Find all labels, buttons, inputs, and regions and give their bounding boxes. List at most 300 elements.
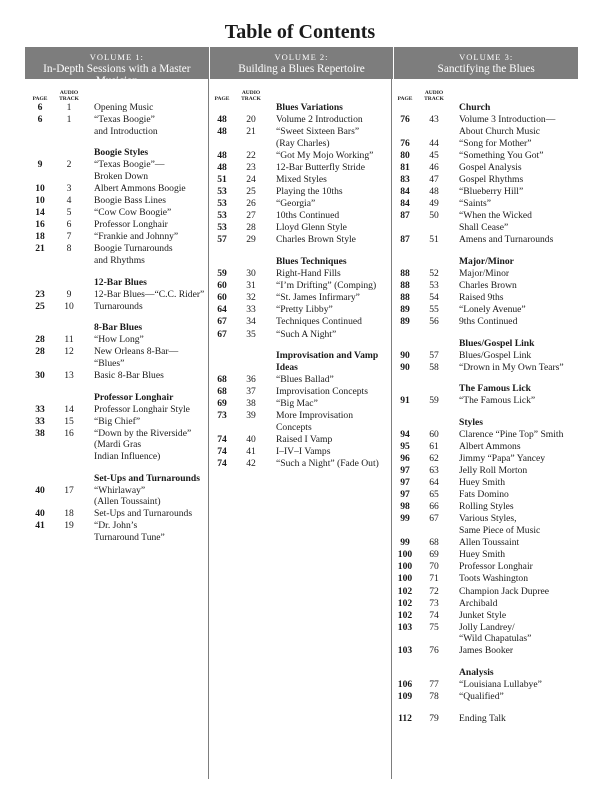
track-number: 58 — [429, 361, 439, 373]
entry-title: Turnarounds — [94, 300, 143, 312]
toc-entry — [393, 713, 578, 725]
toc-entry — [28, 289, 206, 301]
page-number: 38 — [35, 427, 45, 439]
toc-entry — [393, 691, 578, 703]
toc-entry — [393, 362, 578, 374]
page-number: 68 — [217, 386, 227, 398]
track-label: TRACK — [59, 96, 79, 102]
page-number: 96 — [400, 452, 410, 464]
page-number: 53 — [217, 222, 227, 234]
toc-entry — [393, 679, 578, 691]
toc-entry — [28, 485, 206, 508]
toc-entry — [210, 280, 390, 292]
entry-title: “Big Mac” — [276, 398, 318, 410]
track-number: 67 — [429, 513, 439, 525]
page-number: 100 — [397, 573, 413, 585]
track-number: 73 — [429, 597, 439, 609]
page-number: 10 — [35, 182, 45, 194]
track-number: 41 — [246, 446, 256, 458]
volume-3-name: Sanctifying the Blues — [437, 63, 535, 75]
page-number: 64 — [217, 304, 227, 316]
entry-title: “Got My Mojo Working” — [276, 149, 374, 161]
entry-title: “Down by the Riverside” — [94, 427, 192, 439]
track-number: 28 — [246, 222, 256, 234]
toc-entry — [393, 453, 578, 465]
section-heading: Blues Techniques — [276, 256, 347, 268]
section-heading: Boogie Styles — [94, 147, 149, 159]
page-number: 81 — [400, 161, 410, 173]
toc-entry — [393, 465, 578, 477]
track-number: 15 — [64, 415, 74, 427]
toc-entry — [210, 398, 390, 410]
volume-1-column — [28, 82, 206, 554]
entry-title: Jelly Roll Morton — [459, 465, 528, 477]
column-header — [393, 82, 578, 102]
entry-title: and Rhythms — [94, 255, 145, 267]
entry-title: Ending Talk — [459, 712, 506, 724]
toc-entry — [393, 561, 578, 573]
column-header — [210, 82, 390, 102]
track-number: 8 — [66, 243, 72, 255]
toc-entry — [393, 513, 578, 536]
track-number: 74 — [429, 609, 439, 621]
toc-entry — [28, 102, 206, 114]
page-number: 74 — [217, 458, 227, 470]
volume-2-number: VOLUME 2: — [274, 52, 329, 62]
toc-section — [393, 383, 578, 407]
toc-entry — [28, 231, 206, 243]
entry-title: “Blueberry Hill” — [459, 186, 524, 198]
page-number: 90 — [400, 361, 410, 373]
column-header — [28, 82, 206, 102]
page-number: 102 — [397, 597, 413, 609]
toc-entry — [28, 207, 206, 219]
page-number: 76 — [400, 114, 410, 125]
entry-title: “Pretty Libby” — [276, 304, 333, 316]
toc-entry — [393, 186, 578, 198]
entry-title: Junket Style — [459, 609, 507, 621]
entry-title: “Such A Night” — [276, 328, 337, 340]
toc-section — [393, 102, 578, 246]
entry-title: (Allen Toussaint) — [94, 496, 161, 508]
page-number: 74 — [217, 446, 227, 458]
entry-title: “The Famous Lick” — [459, 395, 536, 407]
page-number: 18 — [35, 231, 45, 243]
page-number: 100 — [397, 561, 413, 573]
page-number: 33 — [35, 415, 45, 427]
page-number: 98 — [400, 501, 410, 513]
entry-title: “Big Chief” — [94, 415, 141, 427]
track-number: 46 — [429, 161, 439, 173]
entry-title: “Lonely Avenue” — [459, 303, 526, 315]
page-column-label: PAGE — [397, 96, 413, 102]
track-number: 10 — [64, 300, 74, 312]
toc-entry — [393, 549, 578, 561]
entry-title: Volume 2 Introduction — [276, 114, 363, 125]
audio-label: AUDIO — [424, 90, 444, 96]
toc-entry — [210, 174, 390, 186]
track-number: 2 — [66, 159, 72, 171]
volume-3-number: VOLUME 3: — [459, 52, 514, 62]
toc-entry — [28, 334, 206, 346]
toc-entry — [393, 138, 578, 150]
toc-entry — [210, 234, 390, 246]
entry-title: Playing the 10ths — [276, 186, 343, 198]
page-number: 95 — [400, 440, 410, 452]
section-heading: 12-Bar Blues — [94, 276, 147, 288]
entry-title: Improvisation Concepts — [276, 386, 368, 398]
track-number: 19 — [64, 520, 74, 532]
toc-entry — [393, 501, 578, 513]
track-number: 68 — [429, 537, 439, 549]
toc-entry — [210, 126, 390, 149]
entry-title: Albert Ammons Boogie — [94, 182, 186, 194]
volume-2-name: Building a Blues Repertoire — [238, 63, 365, 75]
volume-2-header — [209, 47, 395, 79]
page-number: 59 — [217, 268, 227, 280]
toc-section — [28, 102, 206, 137]
toc-section — [393, 667, 578, 703]
page-number: 28 — [35, 334, 45, 346]
track-number: 63 — [429, 465, 439, 477]
entry-title: Lloyd Glenn Style — [276, 222, 347, 234]
track-number: 55 — [429, 303, 439, 315]
toc-section — [210, 256, 390, 340]
toc-entry — [210, 446, 390, 458]
toc-entry — [393, 477, 578, 489]
entry-title: Allen Toussaint — [459, 537, 520, 549]
page-number: 94 — [400, 428, 410, 440]
toc-entry — [393, 198, 578, 210]
toc-entry — [393, 304, 578, 316]
track-number: 76 — [429, 645, 439, 657]
page-number: 16 — [35, 219, 45, 231]
track-number: 79 — [429, 712, 439, 724]
section-heading: Blues Variations — [276, 102, 343, 113]
entry-title: New Orleans 8-Bar— — [94, 346, 179, 358]
page-number: 33 — [35, 403, 45, 415]
entry-title: Champion Jack Dupree — [459, 585, 550, 597]
toc-entry — [393, 234, 578, 246]
toc-entry — [210, 210, 390, 222]
toc-section — [28, 473, 206, 544]
volume-header-bar — [25, 47, 578, 87]
page-number: 74 — [217, 434, 227, 446]
entry-title: Techniques Continued — [276, 316, 362, 328]
page-number: 10 — [35, 195, 45, 207]
entry-title: “Whirlaway” — [94, 484, 146, 496]
volume-1-header — [25, 47, 209, 87]
entry-title: 9ths Continued — [459, 315, 518, 327]
toc-entry — [210, 292, 390, 304]
toc-entry — [393, 395, 578, 407]
toc-entry — [393, 645, 578, 657]
track-number: 33 — [246, 304, 256, 316]
page-number: 67 — [217, 328, 227, 340]
page-number: 88 — [400, 267, 410, 279]
entry-title: 12-Bar Blues—“C.C. Rider” — [94, 288, 205, 300]
toc-entry — [28, 243, 206, 266]
entry-title: Professor Longhair Style — [94, 403, 190, 415]
entry-title: Jimmy “Papa” Yancey — [459, 452, 546, 464]
track-number: 9 — [66, 288, 72, 300]
track-number: 37 — [246, 386, 256, 398]
page-number: 28 — [35, 346, 45, 358]
toc-entry — [210, 268, 390, 280]
toc-entry — [28, 114, 206, 137]
entry-title: “When the Wicked — [459, 210, 532, 222]
page-number: 6 — [37, 114, 43, 126]
track-number: 52 — [429, 267, 439, 279]
track-number: 50 — [429, 210, 439, 222]
volume-1-name: In-Depth Sessions with a Master Musician — [43, 63, 191, 87]
entry-title: Archibald — [459, 597, 498, 609]
track-number: 29 — [246, 234, 256, 246]
entry-title: Broken Down — [94, 170, 149, 182]
page-number: 60 — [217, 292, 227, 304]
page-number: 67 — [217, 316, 227, 328]
toc-entry — [210, 198, 390, 210]
page-number: 100 — [397, 549, 413, 561]
track-number: 62 — [429, 452, 439, 464]
page-number: 99 — [400, 537, 410, 549]
toc-entry — [28, 219, 206, 231]
toc-entry — [210, 458, 390, 470]
track-number: 54 — [429, 291, 439, 303]
page-number: 48 — [217, 126, 227, 138]
toc-entry — [393, 489, 578, 501]
track-number: 59 — [429, 395, 439, 407]
toc-entry — [393, 598, 578, 610]
page-column-label: PAGE — [32, 96, 48, 102]
toc-section — [28, 322, 206, 381]
page-number: 109 — [397, 691, 413, 703]
entry-title: Huey Smith — [459, 549, 506, 561]
track-number: 26 — [246, 198, 256, 210]
page-number: 25 — [35, 300, 45, 312]
toc-entry — [393, 441, 578, 453]
entry-title: and Introduction — [94, 125, 158, 137]
track-number: 39 — [246, 410, 256, 422]
track-number: 3 — [66, 182, 72, 194]
toc-entry — [393, 537, 578, 549]
page-number: 87 — [400, 233, 410, 245]
page-title: Table of Contents — [224, 21, 376, 43]
entry-title: Shall Cease” — [459, 221, 509, 233]
page-number: 97 — [400, 477, 410, 489]
track-number: 1 — [66, 102, 72, 113]
toc-entry — [393, 350, 578, 362]
track-number: 35 — [246, 328, 256, 340]
page-number: 91 — [400, 395, 410, 407]
toc-entry — [210, 186, 390, 198]
page-number: 89 — [400, 315, 410, 327]
track-number: 24 — [246, 173, 256, 185]
page-number: 97 — [400, 489, 410, 501]
toc-entry — [393, 316, 578, 328]
page-number: 112 — [398, 712, 412, 724]
entry-title: “Texas Boogie” — [94, 114, 155, 126]
toc-entry — [28, 370, 206, 382]
toc-entry — [210, 114, 390, 126]
page-number: 84 — [400, 186, 410, 198]
page-number: 103 — [397, 621, 413, 633]
track-number: 64 — [429, 477, 439, 489]
audio-label: AUDIO — [241, 90, 261, 96]
entry-title: “St. James Infirmary” — [276, 292, 360, 304]
entry-title: Charles Brown — [459, 279, 517, 291]
audio-track-column-label — [238, 90, 264, 102]
entry-title: Charles Brown Style — [276, 234, 356, 246]
track-number: 7 — [66, 231, 72, 243]
section-heading: 8-Bar Blues — [94, 322, 143, 334]
page-number: 48 — [217, 114, 227, 125]
track-number: 72 — [429, 585, 439, 597]
track-number: 61 — [429, 440, 439, 452]
toc-entry — [28, 416, 206, 428]
entry-title: “Song for Mother” — [459, 137, 532, 149]
track-number: 57 — [429, 349, 439, 361]
toc-entry — [28, 301, 206, 313]
entry-title: Turnaround Tune” — [94, 532, 165, 544]
audio-track-column-label — [56, 90, 82, 102]
toc-section — [393, 256, 578, 328]
page-number: 6 — [37, 102, 43, 113]
page-number: 23 — [35, 288, 45, 300]
track-number: 38 — [246, 398, 256, 410]
page-number: 69 — [217, 398, 227, 410]
section-heading: Analysis — [459, 667, 494, 679]
track-number: 14 — [64, 403, 74, 415]
entry-title: “How Long” — [94, 334, 144, 346]
volume-3-column — [393, 82, 578, 734]
page-number: 53 — [217, 210, 227, 222]
entry-title: (Mardi Gras — [94, 439, 142, 451]
entry-title: Rolling Styles — [459, 501, 514, 513]
toc-entry — [210, 434, 390, 446]
entry-title: “Something You Got” — [459, 149, 544, 161]
page-number: 88 — [400, 291, 410, 303]
entry-title: “Drown in My Own Tears” — [459, 361, 564, 373]
entry-title: Volume 3 Introduction— — [459, 114, 556, 125]
page-number: 97 — [400, 465, 410, 477]
entry-title: Professor Longhair — [94, 219, 168, 231]
entry-title: (Ray Charles) — [276, 137, 330, 149]
toc-entry — [393, 292, 578, 304]
section-heading: Blues/Gospel Link — [459, 337, 535, 349]
toc-entry — [28, 183, 206, 195]
entry-title: Professor Longhair — [459, 561, 533, 573]
toc-entry — [210, 374, 390, 386]
entry-title: Toots Washington — [459, 573, 529, 585]
track-number: 36 — [246, 374, 256, 386]
page-number: 41 — [35, 520, 45, 532]
entry-title: Indian Influence) — [94, 451, 161, 463]
track-number: 77 — [429, 679, 439, 691]
entry-title: “Dr. John’s — [94, 520, 138, 532]
entry-title: Set-Ups and Turnarounds — [94, 508, 193, 520]
toc-entry — [393, 174, 578, 186]
entry-title: Jolly Landrey/ — [459, 621, 515, 633]
track-number: 51 — [429, 233, 439, 245]
page-number: 53 — [217, 198, 227, 210]
section-heading: Set-Ups and Turnarounds — [94, 472, 200, 484]
page-number: 57 — [217, 234, 227, 246]
toc-entry — [28, 159, 206, 182]
entry-title: Right-Hand Fills — [276, 268, 341, 280]
page-number: 53 — [217, 186, 227, 198]
section-heading: Church — [459, 102, 491, 113]
page-number: 103 — [397, 645, 413, 657]
toc-section — [210, 350, 390, 470]
toc-entry — [393, 162, 578, 174]
toc-entry — [393, 114, 578, 137]
track-number: 71 — [429, 573, 439, 585]
entry-title: Opening Music — [94, 102, 154, 113]
entry-title: Same Piece of Music — [459, 525, 541, 537]
entry-title: “Qualified” — [459, 691, 504, 703]
track-number: 6 — [66, 219, 72, 231]
entry-title: “Blues” — [94, 358, 125, 369]
page-number: 9 — [37, 159, 43, 171]
track-number: 42 — [246, 458, 256, 470]
entry-title: “Wild Chapatulas” — [459, 633, 532, 645]
entry-title: I–IV–I Vamps — [276, 446, 331, 458]
track-number: 49 — [429, 198, 439, 210]
entry-title: “Texas Boogie”— — [94, 159, 165, 171]
entry-title: Albert Ammons — [459, 440, 521, 452]
page-number: 51 — [217, 173, 227, 185]
section-heading: Professor Longhair — [94, 391, 174, 403]
toc-entry — [393, 573, 578, 585]
column-divider — [391, 79, 392, 779]
page-number: 87 — [400, 210, 410, 222]
entry-title: Clarence “Pine Top” Smith — [459, 428, 564, 440]
toc-entry — [28, 404, 206, 416]
entry-title: 12-Bar Butterfly Stride — [276, 161, 365, 173]
page-number: 48 — [217, 149, 227, 161]
entry-title: Mixed Styles — [276, 173, 327, 185]
toc-entry — [28, 508, 206, 520]
track-number: 18 — [64, 508, 74, 520]
toc-entry — [28, 346, 206, 369]
entry-title: “Saints” — [459, 198, 491, 210]
toc-entry — [393, 280, 578, 292]
page-column-label: PAGE — [214, 96, 230, 102]
track-number: 66 — [429, 501, 439, 513]
page-number: 102 — [397, 609, 413, 621]
entry-title: “Georgia” — [276, 198, 316, 210]
toc-entry — [210, 150, 390, 162]
toc-entry — [210, 304, 390, 316]
volume-3-header — [394, 47, 578, 79]
entry-title: Gospel Analysis — [459, 161, 522, 173]
page-number: 102 — [397, 585, 413, 597]
section-heading: Major/Minor — [459, 255, 514, 267]
track-number: 78 — [429, 691, 439, 703]
toc-entry — [393, 210, 578, 233]
page-number: 106 — [397, 679, 413, 691]
page-number: 21 — [35, 243, 45, 255]
page-number: 83 — [400, 173, 410, 185]
toc-entry — [393, 622, 578, 645]
entry-title: More Improvisation — [276, 410, 354, 422]
entry-title: “I’m Drifting” (Comping) — [276, 280, 377, 292]
entry-title: Basic 8-Bar Blues — [94, 370, 164, 382]
entry-title: Major/Minor — [459, 267, 510, 279]
track-number: 11 — [64, 334, 74, 346]
track-number: 69 — [429, 549, 439, 561]
